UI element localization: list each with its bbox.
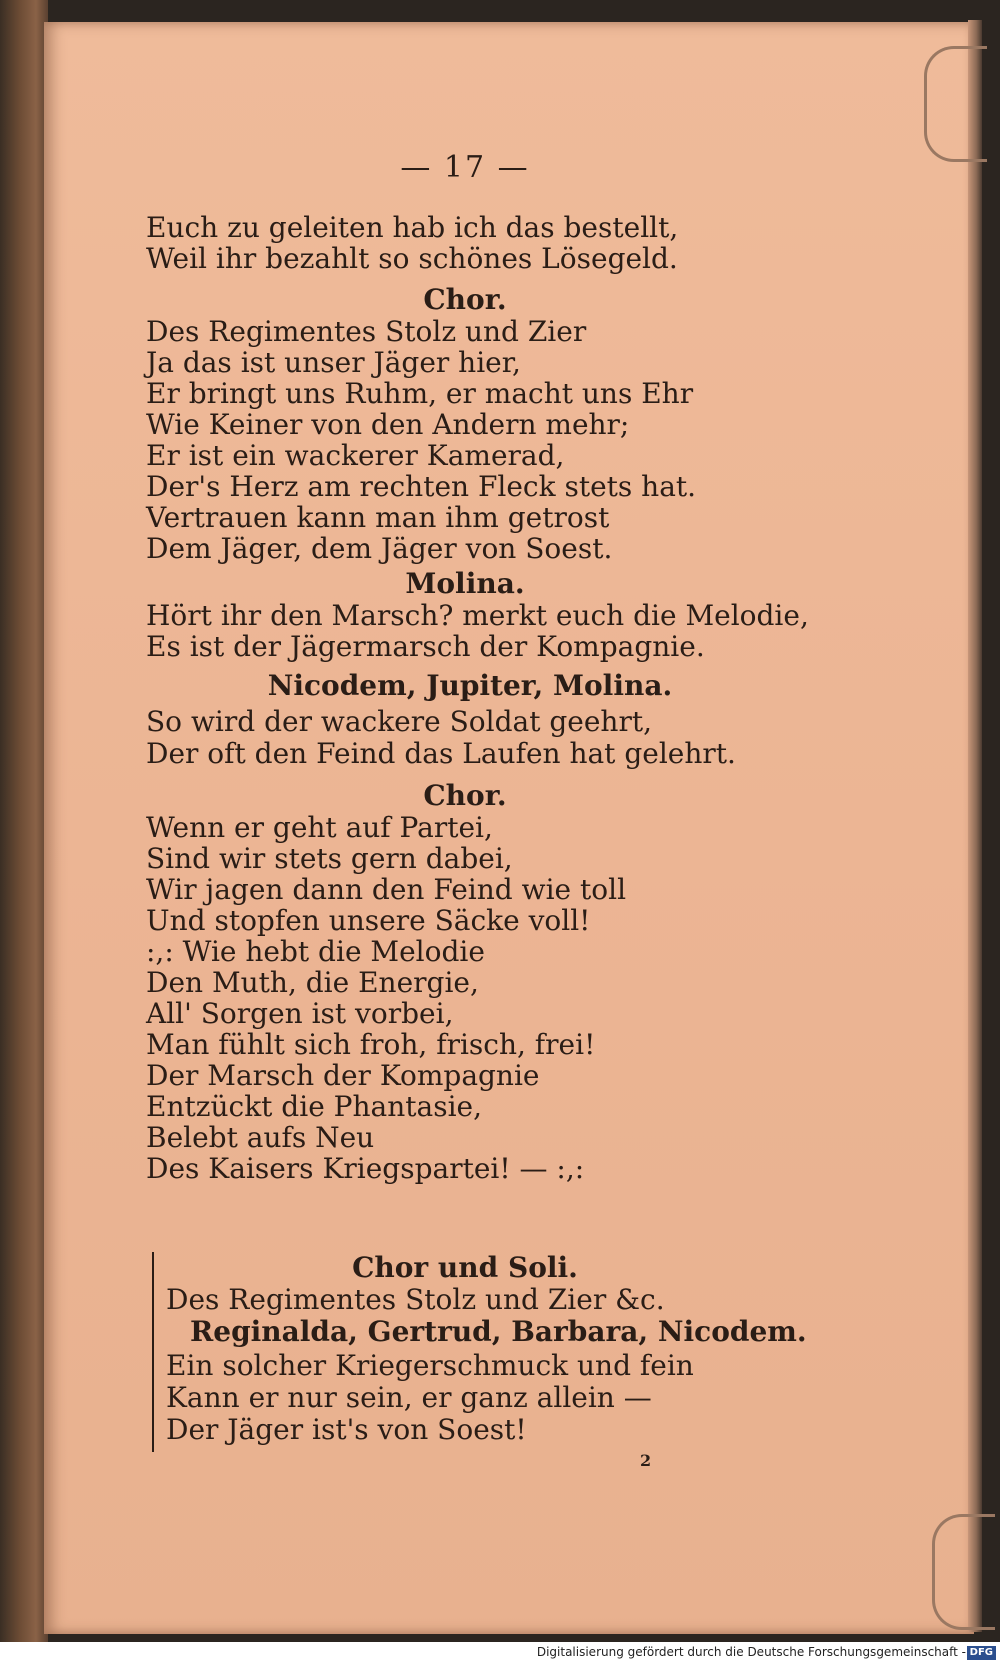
page-number: — 17 — bbox=[400, 150, 530, 185]
page-clip-bottom bbox=[932, 1514, 995, 1630]
verse-line: All' Sorgen ist vorbei, bbox=[146, 997, 454, 1030]
verse-line: Des Kaisers Kriegspartei! — :,: bbox=[146, 1152, 585, 1185]
verse-line: Des Regimentes Stolz und Zier &c. bbox=[166, 1283, 665, 1316]
verse-line: Wenn er geht auf Partei, bbox=[146, 811, 493, 844]
verse-line: Sind wir stets gern dabei, bbox=[146, 842, 513, 875]
verse-line: Man fühlt sich froh, frisch, frei! bbox=[146, 1028, 596, 1061]
verse-line: Es ist der Jägermarsch der Kompagnie. bbox=[146, 630, 705, 663]
verse-line: Des Regimentes Stolz und Zier bbox=[146, 315, 587, 348]
verse-line: Der Jäger ist's von Soest! bbox=[166, 1413, 527, 1446]
verse-line: Der oft den Feind das Laufen hat gelehrt. bbox=[146, 737, 736, 770]
verse-line: Belebt aufs Neu bbox=[146, 1121, 375, 1154]
speaker-heading: Molina. bbox=[405, 567, 525, 600]
speaker-heading: Chor und Soli. bbox=[352, 1251, 578, 1284]
verse-line: Den Muth, die Energie, bbox=[146, 966, 479, 999]
verse-line: Wir jagen dann den Feind wie toll bbox=[146, 873, 627, 906]
verse-line: Und stopfen unsere Säcke voll! bbox=[146, 904, 591, 937]
verse-line: Ja das ist unser Jäger hier, bbox=[146, 346, 521, 379]
digitization-credit: Digitalisierung gefördert durch die Deutsche Forschungsgemeinschaft - bbox=[536, 1645, 966, 1659]
verse-line: Ein solcher Kriegerschmuck und fein bbox=[166, 1349, 694, 1382]
verse-line: Kann er nur sein, er ganz allein — bbox=[166, 1381, 652, 1414]
verse-line: Dem Jäger, dem Jäger von Soest. bbox=[146, 532, 613, 565]
speaker-heading: Nicodem, Jupiter, Molina. bbox=[267, 669, 673, 702]
verse-line: :,: Wie hebt die Melodie bbox=[146, 935, 485, 968]
verse-line: Er bringt uns Ruhm, er macht uns Ehr bbox=[146, 377, 694, 410]
page-right-edge bbox=[968, 20, 982, 1632]
section-bracket bbox=[152, 1252, 160, 1452]
verse-line: Der Marsch der Kompagnie bbox=[146, 1059, 540, 1092]
verse-line: Weil ihr bezahlt so schönes Lösegeld. bbox=[146, 242, 678, 275]
verse-line: So wird der wackere Soldat geehrt, bbox=[146, 705, 652, 738]
verse-line: Der's Herz am rechten Fleck stets hat. bbox=[146, 470, 697, 503]
speaker-heading: Reginalda, Gertrud, Barbara, Nicodem. bbox=[190, 1315, 807, 1348]
verse-line: Euch zu geleiten hab ich das bestellt, bbox=[146, 211, 679, 244]
speaker-heading: Chor. bbox=[423, 779, 507, 812]
verse-line: Wie Keiner von den Andern mehr; bbox=[146, 408, 630, 441]
signature-mark: 2 bbox=[640, 1451, 652, 1470]
page-clip-top bbox=[924, 46, 987, 162]
verse-line: Entzückt die Phantasie, bbox=[146, 1090, 482, 1123]
verse-line: Er ist ein wackerer Kamerad, bbox=[146, 439, 565, 472]
dfg-logo: DFG bbox=[967, 1646, 996, 1660]
book-spine-edge bbox=[0, 0, 48, 1664]
verse-line: Hört ihr den Marsch? merkt euch die Melodie, bbox=[146, 599, 809, 632]
verse-line: Vertrauen kann man ihm getrost bbox=[146, 501, 610, 534]
speaker-heading: Chor. bbox=[423, 283, 507, 316]
